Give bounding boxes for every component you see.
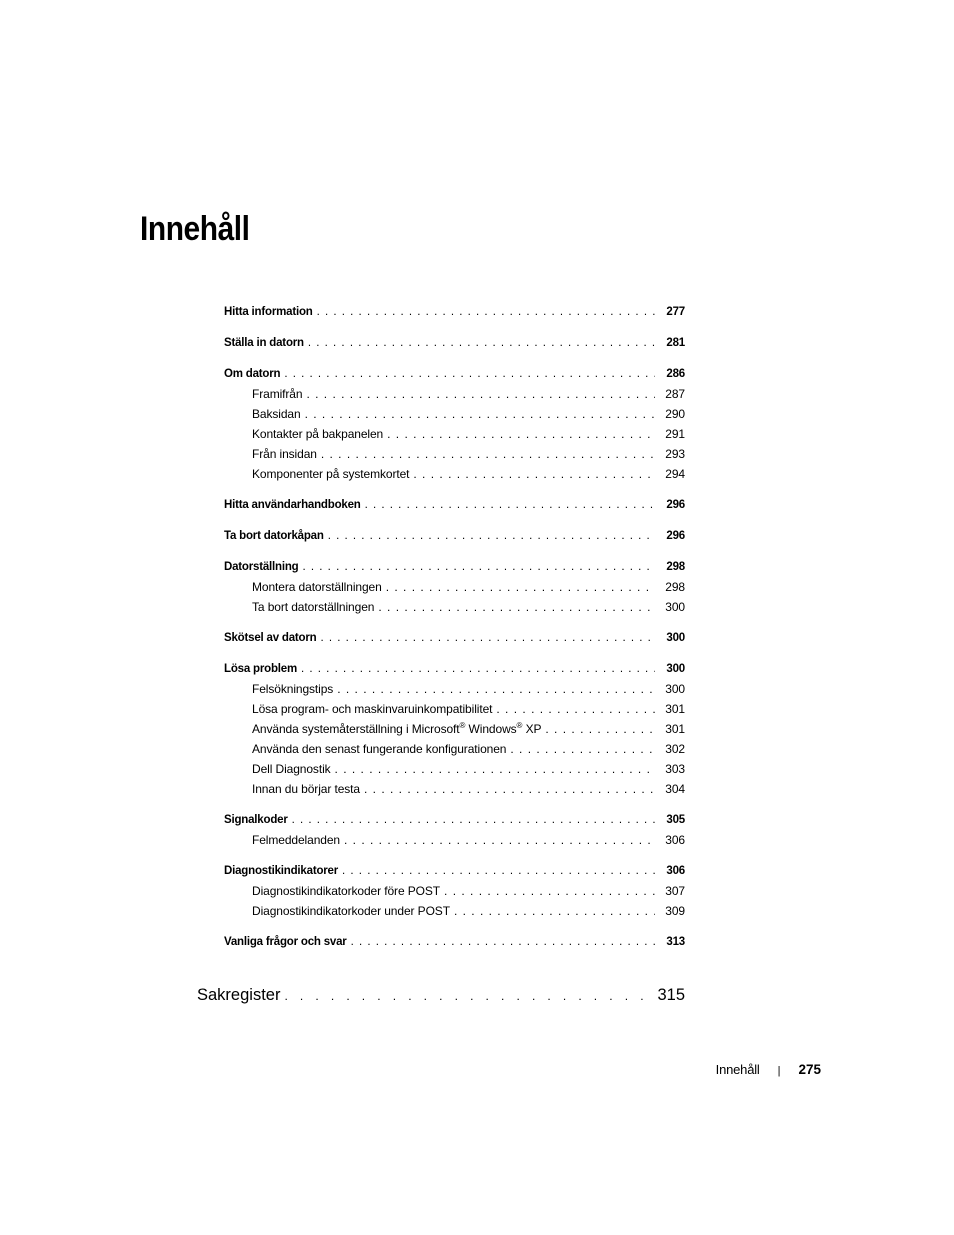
toc-entry-page: 313 (666, 936, 685, 948)
toc-subentry[interactable] (224, 384, 685, 404)
dot-leader (284, 364, 655, 384)
toc-entry-page: 291 (665, 427, 685, 441)
page-title: Innehåll (140, 210, 250, 248)
dot-leader (292, 810, 655, 830)
toc-chapter-entry[interactable] (224, 861, 685, 881)
footer-label: Innehåll (715, 1062, 760, 1077)
dot-leader (337, 679, 655, 699)
toc-entry-label: Baksidan (252, 407, 301, 421)
dot-leader (510, 739, 655, 759)
toc-entry-label: Komponenter på systemkortet (252, 467, 410, 481)
toc-entry-page: 300 (666, 663, 685, 675)
toc-entry-label: Ta bort datorställningen (252, 600, 375, 614)
dot-leader (545, 719, 655, 739)
toc-chapter-entry[interactable] (224, 526, 685, 546)
dot-leader (378, 597, 655, 617)
toc-entry-label: Ställa in datorn (224, 337, 304, 349)
toc-entry-page: 300 (665, 600, 685, 614)
dot-leader (444, 881, 655, 901)
dot-leader (306, 384, 655, 404)
toc-section (224, 861, 685, 921)
toc-entry-page: 296 (666, 499, 685, 511)
dot-leader (364, 779, 655, 799)
toc-entry-label: Lösa problem (224, 663, 298, 675)
index-entry[interactable] (197, 986, 685, 1005)
dot-leader (301, 659, 655, 679)
toc-subentry[interactable] (224, 881, 685, 901)
toc-subentry[interactable] (224, 830, 685, 850)
toc-entry-page: 304 (665, 782, 685, 796)
toc-entry-page: 306 (665, 833, 685, 847)
toc-chapter-entry[interactable] (224, 364, 685, 384)
toc-entry-label: Använda den senast fungerande konfigurationen (252, 742, 507, 756)
toc-entry-label: Signalkoder (224, 814, 288, 826)
toc-entry-page: 298 (666, 561, 685, 573)
dot-leader (386, 577, 655, 597)
toc-entry-page: 300 (666, 632, 685, 644)
toc-entry-label: Montera datorställningen (252, 580, 382, 594)
toc-section (224, 932, 685, 952)
index-entry-page: 315 (657, 986, 685, 1004)
toc-subentry[interactable] (224, 719, 685, 739)
toc-entry-page: 309 (665, 904, 685, 918)
toc-entry-label: Vanliga frågor och svar (224, 936, 347, 948)
toc-subentry[interactable] (224, 699, 685, 719)
toc-entry-label: Använda systemåterställning i Microsoft® Windows® XP (252, 721, 542, 736)
toc-section (224, 628, 685, 648)
toc-subentry[interactable] (224, 444, 685, 464)
toc-entry-label: Dell Diagnostik (252, 762, 331, 776)
toc-entry-label: Lösa program- och maskinvaruinkompatibilitet (252, 702, 493, 716)
dot-leader (413, 464, 655, 484)
toc-entry-page: 300 (665, 682, 685, 696)
toc-section (224, 333, 685, 353)
toc-chapter-entry[interactable] (224, 495, 685, 515)
toc-entry-label: Kontakter på bakpanelen (252, 427, 384, 441)
toc-section (224, 495, 685, 515)
toc-entry-label: Om datorn (224, 368, 281, 380)
toc-entry-page: 290 (665, 407, 685, 421)
dot-leader (351, 932, 655, 952)
table-of-contents (224, 302, 685, 963)
toc-section (224, 557, 685, 617)
toc-subentry[interactable] (224, 597, 685, 617)
toc-entry-label: Diagnostikindikatorer (224, 865, 339, 877)
dot-leader (308, 333, 655, 353)
toc-entry-label: Hitta användarhandboken (224, 499, 361, 511)
dot-leader (342, 861, 655, 881)
dot-leader (344, 830, 655, 850)
toc-entry-page: 307 (665, 884, 685, 898)
toc-entry-page: 301 (665, 702, 685, 716)
toc-chapter-entry[interactable] (224, 557, 685, 577)
dot-leader (454, 901, 655, 921)
toc-chapter-entry[interactable] (224, 659, 685, 679)
dot-leader (496, 699, 655, 719)
toc-entry-page: 298 (665, 580, 685, 594)
index-entry-label: Sakregister (197, 986, 281, 1004)
toc-entry-page: 306 (666, 865, 685, 877)
toc-entry-page: 296 (666, 530, 685, 542)
toc-entry-label: Innan du börjar testa (252, 782, 360, 796)
toc-section (224, 526, 685, 546)
dot-leader (387, 424, 655, 444)
toc-chapter-entry[interactable] (224, 810, 685, 830)
toc-section (224, 302, 685, 322)
dot-leader (365, 495, 655, 515)
toc-entry-page: 281 (666, 337, 685, 349)
toc-chapter-entry[interactable] (224, 932, 685, 952)
toc-entry-label: Skötsel av datorn (224, 632, 317, 644)
toc-entry-label: Ta bort datorkåpan (224, 530, 324, 542)
toc-subentry[interactable] (224, 464, 685, 484)
dot-leader (328, 526, 655, 546)
toc-subentry[interactable] (224, 759, 685, 779)
dot-leader (317, 302, 655, 322)
dot-leader (284, 989, 649, 1003)
toc-entry-page: 286 (666, 368, 685, 380)
toc-chapter-entry[interactable] (224, 333, 685, 353)
toc-entry-label: Framifrån (252, 387, 303, 401)
dot-leader (305, 404, 655, 424)
toc-entry-page: 294 (665, 467, 685, 481)
page-footer (716, 1062, 821, 1077)
toc-entry-page: 302 (665, 742, 685, 756)
dot-leader (321, 444, 655, 464)
toc-entry-label: Felsökningstips (252, 682, 334, 696)
toc-subentry[interactable] (224, 424, 685, 444)
dot-leader (320, 628, 655, 648)
toc-subentry[interactable] (224, 577, 685, 597)
toc-entry-page: 301 (665, 722, 685, 736)
toc-subentry[interactable] (224, 901, 685, 921)
toc-section (224, 810, 685, 850)
toc-subentry[interactable] (224, 779, 685, 799)
toc-subentry[interactable] (224, 404, 685, 424)
toc-section (224, 659, 685, 799)
toc-subentry[interactable] (224, 739, 685, 759)
toc-entry-page: 293 (665, 447, 685, 461)
toc-subentry[interactable] (224, 679, 685, 699)
toc-chapter-entry[interactable] (224, 302, 685, 322)
dot-leader (335, 759, 655, 779)
toc-entry-label: Datorställning (224, 561, 299, 573)
dot-leader (303, 557, 655, 577)
footer-separator: | (777, 1065, 781, 1077)
toc-entry-label: Diagnostikindikatorkoder före POST (252, 884, 441, 898)
toc-entry-page: 305 (666, 814, 685, 826)
toc-entry-label: Felmeddelanden (252, 833, 340, 847)
toc-entry-label: Diagnostikindikatorkoder under POST (252, 904, 450, 918)
toc-entry-label: Från insidan (252, 447, 317, 461)
toc-chapter-entry[interactable] (224, 628, 685, 648)
toc-entry-page: 277 (666, 306, 685, 318)
toc-entry-label: Hitta information (224, 306, 313, 318)
toc-entry-page: 287 (665, 387, 685, 401)
toc-section (224, 364, 685, 484)
toc-entry-page: 303 (665, 762, 685, 776)
page-number: 275 (798, 1062, 821, 1077)
